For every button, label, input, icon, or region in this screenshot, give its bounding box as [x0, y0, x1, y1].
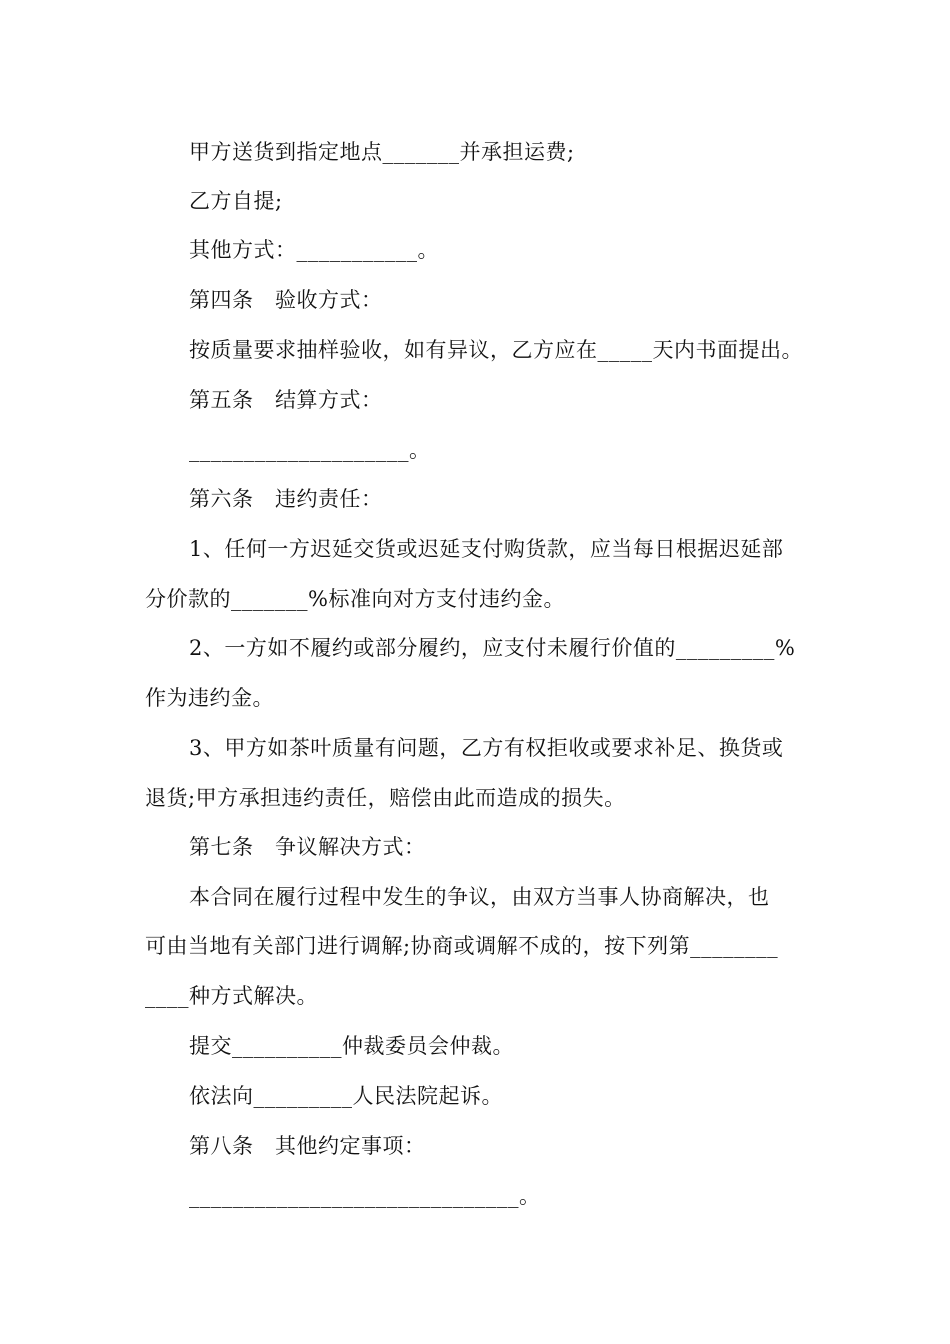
article-4-heading: 第四条 验收方式： — [189, 288, 383, 312]
article-6-clause-1-line-1: 1、任何一方迟延交货或迟延支付购货款，应当每日根据迟延部 — [189, 537, 784, 561]
article-5-heading: 第五条 结算方式： — [189, 388, 383, 412]
article-8-blank: ______________________________。 — [189, 1184, 541, 1208]
article-4-text: 按质量要求抽样验收，如有异议，乙方应在_____天内书面提出。 — [189, 338, 803, 362]
article-6-heading: 第六条 违约责任： — [189, 487, 383, 511]
article-6-clause-1-line-2: 分价款的_______%标准向对方支付违约金。 — [145, 587, 565, 611]
article-7-heading: 第七条 争议解决方式： — [189, 835, 426, 859]
article-8-heading: 第八条 其他约定事项： — [189, 1134, 426, 1158]
delivery-option-seller: 甲方送货到指定地点_______并承担运费; — [189, 140, 575, 164]
article-7-text-line-3: ____种方式解决。 — [145, 984, 318, 1008]
article-7-text-line-2: 可由当地有关部门进行调解;协商或调解不成的，按下列第________ — [145, 934, 779, 958]
article-5-blank: ____________________。 — [189, 438, 431, 462]
article-7-option-arbitration: 提交__________仲裁委员会仲裁。 — [189, 1034, 514, 1058]
delivery-option-other: 其他方式：___________。 — [189, 238, 439, 262]
article-6-clause-2-line-2: 作为违约金。 — [145, 686, 274, 710]
delivery-option-self-pickup: 乙方自提; — [189, 189, 283, 213]
article-7-option-litigation: 依法向_________人民法院起诉。 — [189, 1084, 503, 1108]
article-7-text-line-1: 本合同在履行过程中发生的争议，由双方当事人协商解决，也 — [189, 885, 770, 909]
article-6-clause-2-line-1: 2、一方如不履约或部分履约，应支付未履行价值的_________% — [189, 636, 796, 660]
article-6-clause-3-line-1: 3、甲方如茶叶质量有问题，乙方有权拒收或要求补足、换货或 — [189, 736, 784, 760]
article-6-clause-3-line-2: 退货;甲方承担违约责任，赔偿由此而造成的损失。 — [145, 786, 626, 810]
